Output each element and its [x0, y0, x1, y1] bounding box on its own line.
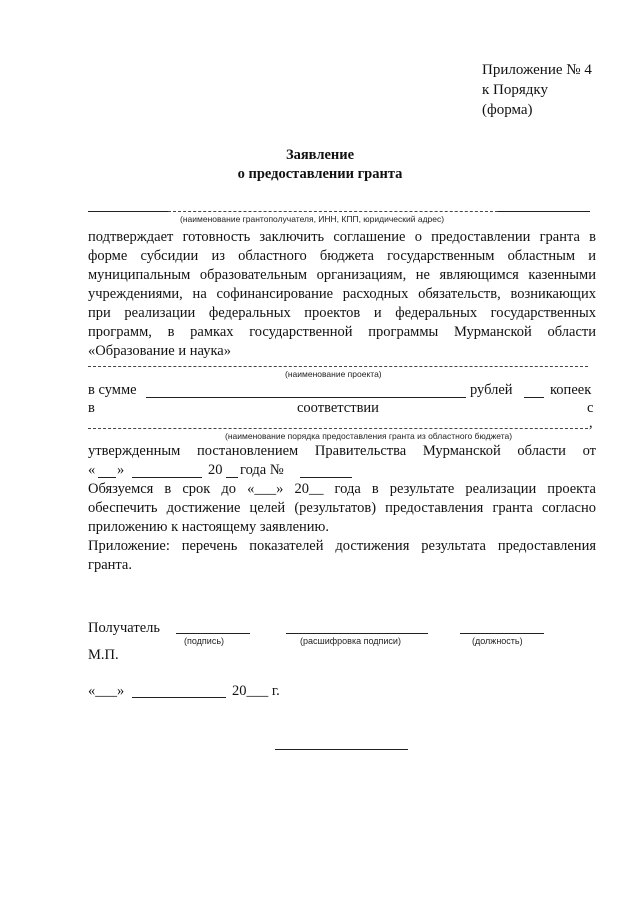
sign-caption: (подпись)	[184, 636, 225, 646]
appendix-number: Приложение № 4	[482, 62, 592, 78]
procedure-line	[88, 428, 588, 429]
document-title: Заявление	[285, 147, 355, 163]
paragraph-line: «Образование и наука»	[88, 343, 231, 359]
obligation-line: Обязуемся в срок до «___» 20__ года в результате реализации проекта	[88, 481, 596, 497]
recipient-line-right	[498, 211, 590, 212]
obligation-line: приложению к настоящему заявлению.	[88, 519, 330, 535]
position-line	[460, 633, 544, 634]
procedure-comma: ,	[589, 415, 593, 431]
approved-number-field	[300, 477, 352, 478]
procedure-caption: (наименование порядка предоставления гранта из областного бюджета)	[225, 431, 513, 441]
seal-label: М.П.	[88, 647, 119, 663]
amount-kopeck-field-line	[524, 397, 544, 398]
recipient-label: Получатель	[88, 620, 160, 636]
approved-month-field	[132, 477, 202, 478]
approved-year-field	[226, 477, 238, 478]
accordance-middle: соответствии	[297, 400, 379, 416]
appendix-form-note: (форма)	[482, 102, 533, 118]
obligation-line: обеспечить достижение целей (результатов) предоставления гранта согласно	[88, 500, 596, 516]
amount-prefix: в сумме	[88, 382, 137, 398]
document-subtitle: о предоставлении гранта	[237, 166, 403, 182]
recipient-line-left	[88, 211, 168, 212]
accordance-right: с	[587, 400, 594, 416]
bottom-separator	[275, 749, 408, 750]
approved-year-prefix: 20	[208, 462, 223, 478]
attachment-line: Приложение: перечень показателей достижения результата предоставления	[88, 538, 596, 554]
approved-year-suffix: года №	[240, 462, 284, 478]
sign-line	[176, 633, 250, 634]
date-year: 20___ г.	[232, 683, 280, 699]
paragraph-line: муниципальным образовательным организациям, не являющимся казенными	[88, 267, 596, 283]
appendix-block	[482, 60, 592, 120]
recipient-line-mid	[168, 211, 498, 212]
appendix-procedure: к Порядку	[482, 82, 548, 98]
decode-caption: (расшифровка подписи)	[300, 636, 401, 646]
paragraph-line: при реализации федеральных проектов и федеральных государственных	[88, 305, 596, 321]
date-month-field	[132, 697, 226, 698]
paragraph-line: форме субсидии из областного бюджета государственным областным и	[88, 248, 596, 264]
recipient-caption: (наименование грантополучателя, ИНН, КПП, юридический адрес)	[180, 214, 445, 224]
date-day: «___»	[88, 683, 125, 699]
amount-rubles-label: рублей	[470, 382, 513, 398]
accordance-left: в	[88, 400, 95, 416]
paragraph-line: подтверждает готовность заключить соглашение о предоставлении гранта в	[88, 229, 596, 245]
paragraph-line: программ, в рамках государственной программы Мурманской области	[88, 324, 596, 340]
approved-line: утвержденным постановлением Правительства Мурманской области от	[88, 443, 596, 459]
amount-field-line	[146, 397, 466, 398]
project-caption: (наименование проекта)	[285, 369, 382, 379]
position-caption: (должность)	[472, 636, 523, 646]
approved-quote-open: «	[88, 462, 96, 478]
decode-line	[286, 633, 428, 634]
approved-day-field	[98, 477, 116, 478]
paragraph-line: учреждениями, на софинансирование расходных обязательств, возникающих	[88, 286, 596, 302]
approved-quote-close: »	[117, 462, 125, 478]
amount-kopecks-label: копеек	[550, 382, 592, 398]
attachment-line: гранта.	[88, 557, 132, 573]
project-line	[88, 366, 588, 367]
